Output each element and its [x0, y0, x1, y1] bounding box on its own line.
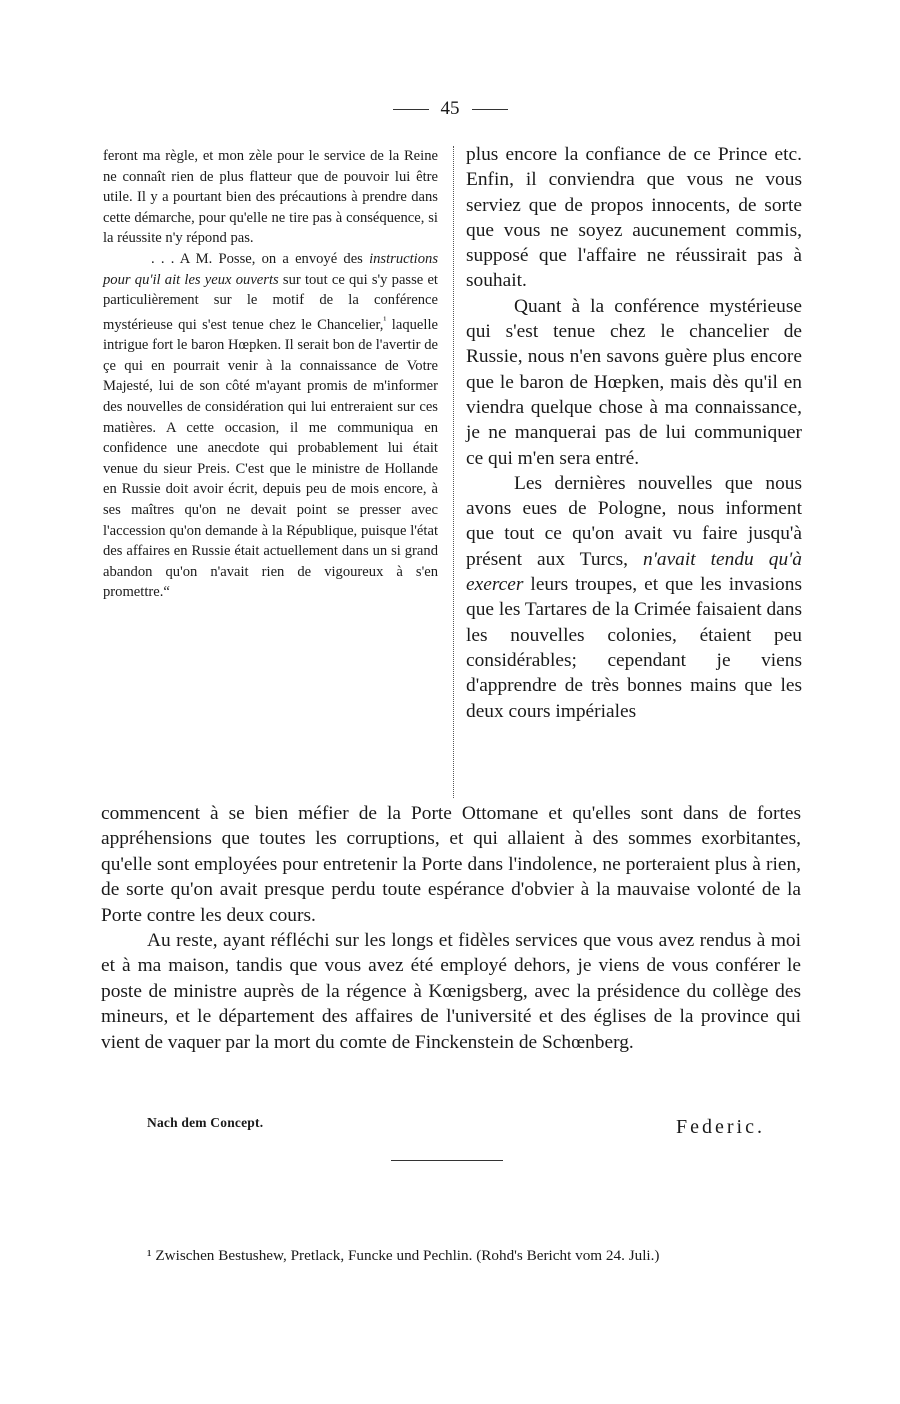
left-p2-part-c: laquelle intrigue fort le baron Hœpken. Il serait bon de l'avertir de çe qui en pourrait venir à la connaissance de Votre Majesté, lui de son côté m'ayant promis de m'informer des nouvelles de considération qui lui entreraient sur ces matières. A cette occasion, il me communiqua en confidence une anecdote qui probablement lui était venue du sieur Preis. C'est que le ministre de Hollande en Russie doit avoir écrit, depuis peu de mois encore, à ses maîtres qu'on ne devait point se presser avec l'accession qu'on demande à la République, puisque l'état des affaires en Russie était actuellement dans un si grand abandon qu'on n'avait rien de vigoureux à s'en promettre.“	[103, 316, 438, 601]
page-number: 45	[440, 98, 460, 119]
footnote-text	[101, 1245, 801, 1267]
left-p2-part-a: . . . A M. Posse, on a envoyé des	[151, 250, 370, 267]
right-paragraph-1: plus encore la confiance de ce Prince etc. Enfin, il conviendra que vous ne vous serviez que de propos innocents, de sorte que vous ne soyez aucunement commis, supposé que l'affaire ne réussirait pas à souhait.	[466, 144, 802, 292]
footnote-reference: ¹	[383, 314, 387, 326]
footnote-body: Zwischen Bestushew, Pretlack, Funcke und Pechlin. (Rohd's Bericht vom 24. Juli.)	[151, 1247, 660, 1264]
full-width-text	[101, 801, 801, 1055]
footnote-marker: ¹	[147, 1247, 152, 1264]
left-paragraph-1: feront ma règle, et mon zèle pour le service de la Reine ne connaît rien de plus flatteur que de pouvoir lui être utile. Il y a pourtant bien des précautions à prendre dans cette démarche, pour qu'elle ne tire pas à conséquence, si la réussite n'y répond pas.	[103, 148, 438, 247]
signature: Federic.	[676, 1116, 765, 1138]
right-paragraph-3	[466, 471, 802, 724]
page-header	[0, 98, 900, 120]
header-rule-right	[472, 109, 508, 110]
left-paragraph-2	[103, 249, 438, 603]
right-p3-part-a: Les dernières nouvelles que nous avons eues de Pologne, nous informent que tout ce qu'on avait vu faire jusqu'à présent aux Turcs,	[466, 472, 802, 570]
right-paragraph-2: Quant à la conférence mystérieuse qui s'est tenue chez le chancelier de Russie, nous n'en savons guère plus encore que le baron de Hœpken, mais dès qu'il en viendra quelque chose à ma connaissance, je ne manquerai pas de lui communiquer ce qui m'en sera entré.	[466, 295, 802, 469]
right-column-text	[466, 142, 802, 724]
left-p2-italic: instructions pour qu'il ait les yeux ouverts	[103, 250, 438, 288]
left-p2-part-b: sur tout ce qui s'y passe et particulièrement sur le motif de la conférence mystérieuse qui s'est tenue chez le Chancelier,	[103, 271, 438, 333]
right-p3-italic: n'avait tendu qu'à exercer	[466, 548, 803, 596]
full-paragraph-2: Au reste, ayant réfléchi sur les longs et fidèles services que vous avez rendus à moi et à ma maison, tandis que vous avez été employé dehors, je viens de vous conférer le poste de ministre auprès de la régence à Kœnigsberg, avec la présidence du collège des mineurs, et le département des affaires de l'université et des églises de la province qui vient de vaquer par la mort du comte de Finckenstein de Schœnberg.	[101, 930, 801, 1053]
source-note: Nach dem Concept.	[147, 1115, 264, 1130]
header-rule-left	[393, 109, 429, 110]
full-paragraph-1: commencent à se bien méfier de la Porte Ottomane et qu'elles sont dans de fortes appréhensions que toutes les corruptions, et qui allaient à des sommes exorbitantes, qu'elle sont employées pour entretenir la Porte dans l'indolence, ne porteraient plus à rien, de sorte qu'on avait presque perdu toute espérance d'obvier à la mauvaise volonté de la Porte contre les deux cours.	[101, 803, 801, 926]
left-column-quotation	[103, 146, 438, 603]
footnote	[101, 1245, 801, 1267]
footnote-separator	[391, 1160, 503, 1161]
column-divider	[453, 146, 454, 798]
right-p3-part-b: leurs troupes, et que les invasions que les Tartares de la Crimée faisaient dans les nouvelles colonies, étaient peu considérables; cependant je viens d'apprendre de très bonnes mains que les deux cours impériales	[466, 574, 802, 722]
